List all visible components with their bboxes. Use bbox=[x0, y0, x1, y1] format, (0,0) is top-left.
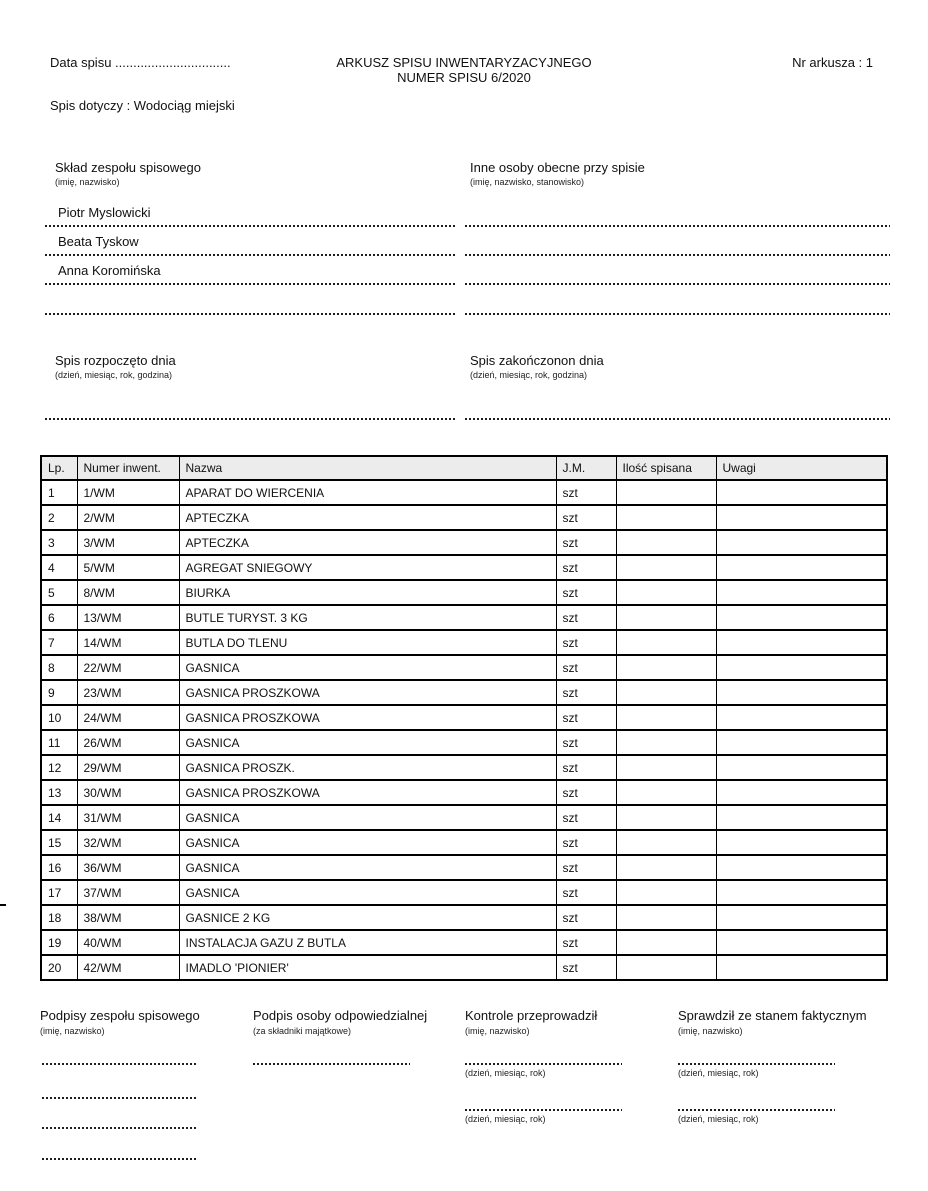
margin-tick bbox=[0, 904, 6, 906]
team-signatures-subheading: (imię, nazwisko) bbox=[40, 1026, 105, 1036]
name-cell: GASNICA bbox=[179, 830, 556, 855]
name-cell: GASNICA PROSZKOWA bbox=[179, 680, 556, 705]
lp-cell: 2 bbox=[41, 505, 77, 530]
date-fill-line bbox=[678, 1109, 835, 1111]
signature-line bbox=[42, 1127, 198, 1129]
notes-cell bbox=[716, 505, 887, 530]
inventory-number-cell: 29/WM bbox=[77, 755, 179, 780]
notes-cell bbox=[716, 730, 887, 755]
table-row bbox=[41, 855, 887, 880]
date-fill-line bbox=[465, 1063, 622, 1065]
inventory-number-cell: 36/WM bbox=[77, 855, 179, 880]
quantity-cell bbox=[616, 630, 716, 655]
unit-cell: szt bbox=[556, 830, 616, 855]
quantity-cell bbox=[616, 730, 716, 755]
unit-cell: szt bbox=[556, 905, 616, 930]
inventory-number-cell: 13/WM bbox=[77, 605, 179, 630]
date-fill-line bbox=[678, 1063, 835, 1065]
notes-cell bbox=[716, 680, 887, 705]
unit-cell: szt bbox=[556, 630, 616, 655]
notes-cell bbox=[716, 655, 887, 680]
inventory-number-cell: 32/WM bbox=[77, 830, 179, 855]
team-member-name: Anna Koromińska bbox=[58, 263, 161, 278]
notes-cell bbox=[716, 555, 887, 580]
notes-cell bbox=[716, 955, 887, 980]
lp-cell: 6 bbox=[41, 605, 77, 630]
signature-line bbox=[45, 283, 455, 285]
lp-cell: 9 bbox=[41, 680, 77, 705]
team-signatures-heading: Podpisy zespołu spisowego bbox=[40, 1008, 200, 1023]
notes-cell bbox=[716, 905, 887, 930]
quantity-cell bbox=[616, 605, 716, 630]
inventory-number-cell: 3/WM bbox=[77, 530, 179, 555]
signature-line bbox=[45, 225, 455, 227]
name-cell: GASNICA bbox=[179, 730, 556, 755]
notes-cell bbox=[716, 605, 887, 630]
lp-cell: 16 bbox=[41, 855, 77, 880]
lp-cell: 12 bbox=[41, 755, 77, 780]
name-cell: INSTALACJA GAZU Z BUTLA bbox=[179, 930, 556, 955]
lp-cell: 3 bbox=[41, 530, 77, 555]
name-cell: GASNICA bbox=[179, 655, 556, 680]
unit-cell: szt bbox=[556, 655, 616, 680]
inventory-number-cell: 8/WM bbox=[77, 580, 179, 605]
unit-cell: szt bbox=[556, 855, 616, 880]
control-performed-heading: Kontrole przeprowadził bbox=[465, 1008, 598, 1023]
table-row bbox=[41, 555, 887, 580]
signature-line bbox=[465, 283, 890, 285]
table-row bbox=[41, 805, 887, 830]
quantity-cell bbox=[616, 480, 716, 505]
inventory-number-cell: 2/WM bbox=[77, 505, 179, 530]
name-cell: GASNICA bbox=[179, 805, 556, 830]
unit-cell: szt bbox=[556, 930, 616, 955]
unit-cell: szt bbox=[556, 480, 616, 505]
notes-cell bbox=[716, 530, 887, 555]
lp-cell: 5 bbox=[41, 580, 77, 605]
lp-cell: 19 bbox=[41, 930, 77, 955]
notes-cell bbox=[716, 805, 887, 830]
table-row bbox=[41, 755, 887, 780]
signature-line bbox=[465, 254, 890, 256]
notes-cell bbox=[716, 830, 887, 855]
inventory-number-cell: 31/WM bbox=[77, 805, 179, 830]
date-sublabel: (dzień, miesiąc, rok) bbox=[465, 1114, 546, 1124]
quantity-cell bbox=[616, 755, 716, 780]
column-header: Nazwa bbox=[179, 456, 556, 480]
lp-cell: 14 bbox=[41, 805, 77, 830]
lp-cell: 15 bbox=[41, 830, 77, 855]
date-fill-line bbox=[465, 1109, 622, 1111]
table-row bbox=[41, 655, 887, 680]
verified-with-state-heading: Sprawdził ze stanem faktycznym bbox=[678, 1008, 867, 1023]
inventory-number-cell: 24/WM bbox=[77, 705, 179, 730]
quantity-cell bbox=[616, 580, 716, 605]
inventory-start-label: Spis rozpoczęto dnia bbox=[55, 353, 176, 368]
quantity-cell bbox=[616, 905, 716, 930]
date-sublabel: (dzień, miesiąc, rok) bbox=[465, 1068, 546, 1078]
title-line-2: NUMER SPISU 6/2020 bbox=[397, 70, 531, 85]
lp-cell: 4 bbox=[41, 555, 77, 580]
inventory-number-cell: 23/WM bbox=[77, 680, 179, 705]
table-row bbox=[41, 780, 887, 805]
signature-line bbox=[45, 313, 455, 315]
lp-cell: 1 bbox=[41, 480, 77, 505]
title-line-1: ARKUSZ SPISU INWENTARYZACYJNEGO bbox=[336, 55, 592, 70]
unit-cell: szt bbox=[556, 505, 616, 530]
quantity-cell bbox=[616, 705, 716, 730]
column-header: J.M. bbox=[556, 456, 616, 480]
quantity-cell bbox=[616, 955, 716, 980]
unit-cell: szt bbox=[556, 805, 616, 830]
notes-cell bbox=[716, 755, 887, 780]
table-row bbox=[41, 905, 887, 930]
name-cell: BUTLE TURYST. 3 KG bbox=[179, 605, 556, 630]
name-cell: BUTLA DO TLENU bbox=[179, 630, 556, 655]
unit-cell: szt bbox=[556, 605, 616, 630]
lp-cell: 13 bbox=[41, 780, 77, 805]
inventory-number-cell: 26/WM bbox=[77, 730, 179, 755]
lp-cell: 20 bbox=[41, 955, 77, 980]
responsible-person-heading: Podpis osoby odpowiedzialnej bbox=[253, 1008, 428, 1023]
unit-cell: szt bbox=[556, 580, 616, 605]
notes-cell bbox=[716, 880, 887, 905]
date-fill-line bbox=[45, 418, 455, 420]
table-row bbox=[41, 605, 887, 630]
column-header: Ilość spisana bbox=[616, 456, 716, 480]
table-header-row bbox=[41, 456, 887, 480]
inventory-number-cell: 37/WM bbox=[77, 880, 179, 905]
name-cell: APTECZKA bbox=[179, 530, 556, 555]
signature-line bbox=[42, 1158, 198, 1160]
unit-cell: szt bbox=[556, 780, 616, 805]
lp-cell: 10 bbox=[41, 705, 77, 730]
date-of-inventory-label: Data spisu ................................ bbox=[50, 55, 231, 70]
sheet-number: Nr arkusza : 1 bbox=[792, 55, 873, 70]
quantity-cell bbox=[616, 830, 716, 855]
table-row bbox=[41, 580, 887, 605]
inventory-end-sublabel: (dzień, miesiąc, rok, godzina) bbox=[470, 370, 588, 380]
unit-cell: szt bbox=[556, 880, 616, 905]
lp-cell: 8 bbox=[41, 655, 77, 680]
signature-line bbox=[465, 313, 890, 315]
lp-cell: 17 bbox=[41, 880, 77, 905]
inventory-number-cell: 14/WM bbox=[77, 630, 179, 655]
name-cell: IMADLO 'PIONIER' bbox=[179, 955, 556, 980]
signature-line bbox=[253, 1063, 410, 1065]
notes-cell bbox=[716, 780, 887, 805]
table-row bbox=[41, 630, 887, 655]
quantity-cell bbox=[616, 930, 716, 955]
team-subheading: (imię, nazwisko) bbox=[55, 177, 120, 187]
quantity-cell bbox=[616, 680, 716, 705]
signature-line bbox=[42, 1063, 198, 1065]
notes-cell bbox=[716, 855, 887, 880]
notes-cell bbox=[716, 630, 887, 655]
unit-cell: szt bbox=[556, 680, 616, 705]
quantity-cell bbox=[616, 555, 716, 580]
date-sublabel: (dzień, miesiąc, rok) bbox=[678, 1114, 759, 1124]
name-cell: APARAT DO WIERCENIA bbox=[179, 480, 556, 505]
other-persons-subheading: (imię, nazwisko, stanowisko) bbox=[470, 177, 585, 187]
name-cell: GASNICA PROSZKOWA bbox=[179, 780, 556, 805]
table-row bbox=[41, 480, 887, 505]
name-cell: APTECZKA bbox=[179, 505, 556, 530]
table-row bbox=[41, 680, 887, 705]
name-cell: AGREGAT SNIEGOWY bbox=[179, 555, 556, 580]
notes-cell bbox=[716, 480, 887, 505]
lp-cell: 11 bbox=[41, 730, 77, 755]
quantity-cell bbox=[616, 805, 716, 830]
table-row bbox=[41, 530, 887, 555]
inventory-number-cell: 42/WM bbox=[77, 955, 179, 980]
quantity-cell bbox=[616, 505, 716, 530]
team-heading: Skład zespołu spisowego bbox=[55, 160, 201, 175]
name-cell: GASNICA bbox=[179, 855, 556, 880]
inventory-number-cell: 30/WM bbox=[77, 780, 179, 805]
inventory-table-body bbox=[41, 480, 887, 980]
subject-line: Spis dotyczy : Wodociąg miejski bbox=[50, 98, 235, 113]
quantity-cell bbox=[616, 655, 716, 680]
unit-cell: szt bbox=[556, 555, 616, 580]
notes-cell bbox=[716, 580, 887, 605]
unit-cell: szt bbox=[556, 705, 616, 730]
other-persons-heading: Inne osoby obecne przy spisie bbox=[470, 160, 645, 175]
quantity-cell bbox=[616, 855, 716, 880]
inventory-number-cell: 22/WM bbox=[77, 655, 179, 680]
date-fill-line bbox=[465, 418, 890, 420]
signature-line bbox=[42, 1097, 198, 1099]
table-row bbox=[41, 830, 887, 855]
notes-cell bbox=[716, 705, 887, 730]
inventory-number-cell: 1/WM bbox=[77, 480, 179, 505]
signature-line bbox=[465, 225, 890, 227]
quantity-cell bbox=[616, 530, 716, 555]
lp-cell: 7 bbox=[41, 630, 77, 655]
quantity-cell bbox=[616, 880, 716, 905]
column-header: Uwagi bbox=[716, 456, 887, 480]
inventory-table bbox=[40, 455, 888, 981]
date-sublabel: (dzień, miesiąc, rok) bbox=[678, 1068, 759, 1078]
inventory-number-cell: 40/WM bbox=[77, 930, 179, 955]
column-header: Numer inwent. bbox=[77, 456, 179, 480]
table-row bbox=[41, 930, 887, 955]
name-cell: BIURKA bbox=[179, 580, 556, 605]
team-member-name: Beata Tyskow bbox=[58, 234, 139, 249]
inventory-start-sublabel: (dzień, miesiąc, rok, godzina) bbox=[55, 370, 173, 380]
inventory-number-cell: 5/WM bbox=[77, 555, 179, 580]
responsible-person-subheading: (za składniki majątkowe) bbox=[253, 1026, 352, 1036]
table-row bbox=[41, 505, 887, 530]
name-cell: GASNICE 2 KG bbox=[179, 905, 556, 930]
quantity-cell bbox=[616, 780, 716, 805]
name-cell: GASNICA PROSZK. bbox=[179, 755, 556, 780]
inventory-number-cell: 38/WM bbox=[77, 905, 179, 930]
notes-cell bbox=[716, 930, 887, 955]
document-title bbox=[0, 55, 928, 85]
unit-cell: szt bbox=[556, 730, 616, 755]
signature-line bbox=[45, 254, 455, 256]
inventory-end-label: Spis zakończonon dnia bbox=[470, 353, 604, 368]
table-row bbox=[41, 730, 887, 755]
unit-cell: szt bbox=[556, 955, 616, 980]
control-performed-subheading: (imię, nazwisko) bbox=[465, 1026, 530, 1036]
column-header: Lp. bbox=[41, 456, 77, 480]
table-row bbox=[41, 955, 887, 980]
name-cell: GASNICA bbox=[179, 880, 556, 905]
unit-cell: szt bbox=[556, 755, 616, 780]
unit-cell: szt bbox=[556, 530, 616, 555]
table-row bbox=[41, 880, 887, 905]
table-row bbox=[41, 705, 887, 730]
verified-with-state-subheading: (imię, nazwisko) bbox=[678, 1026, 743, 1036]
team-member-name: Piotr Myslowicki bbox=[58, 205, 151, 220]
lp-cell: 18 bbox=[41, 905, 77, 930]
name-cell: GASNICA PROSZKOWA bbox=[179, 705, 556, 730]
